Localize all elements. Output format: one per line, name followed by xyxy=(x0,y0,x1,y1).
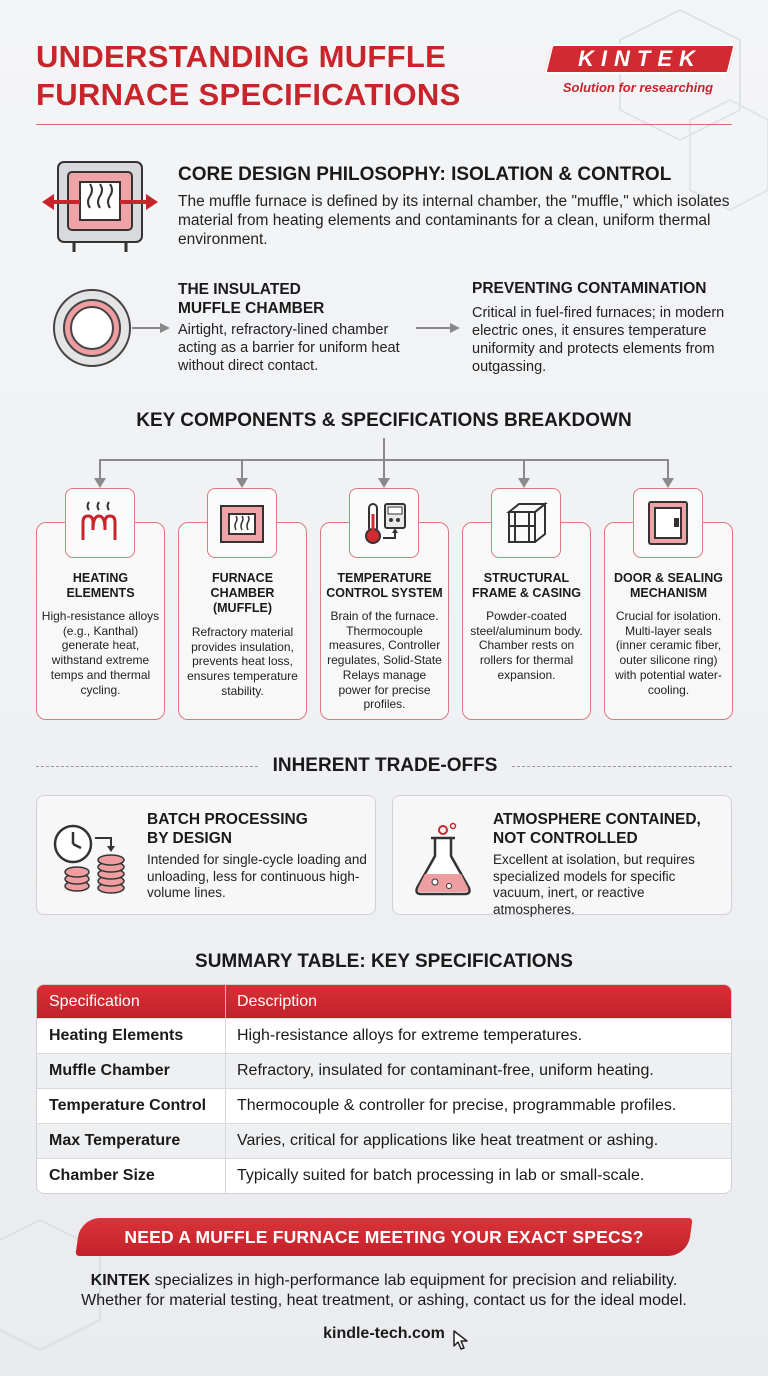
card-title xyxy=(325,571,444,601)
insulated-chamber-title xyxy=(178,280,408,318)
card-title xyxy=(183,571,302,616)
core-design-title: CORE DESIGN PHILOSOPHY: ISOLATION & CONTROL xyxy=(178,164,672,185)
furnace-isolation-icon xyxy=(40,158,160,254)
card-text: High-resistance alloys (e.g., Kanthal) generate heat, withstand extreme temps and thermal cycling. xyxy=(41,609,160,697)
table-header-specification: Specification xyxy=(49,992,140,1010)
divider-dashed-right xyxy=(512,766,732,767)
tradeoff-atmosphere-box xyxy=(392,795,732,915)
preventing-contamination-text: Critical in fuel-fired furnaces; in modern electric ones, it ensures temperature uniformity and protects elements from outgassing. xyxy=(472,305,725,375)
insulated-title-line1: THE INSULATED xyxy=(178,281,301,298)
arrow-right-icon xyxy=(414,318,462,338)
card-text: Brain of the furnace. Thermocouple measures, Controller regulates, Solid-State Relays manage power for precise profiles. xyxy=(327,609,442,712)
table-row xyxy=(37,1123,731,1158)
heating-coil-icon xyxy=(65,488,135,558)
footer-description xyxy=(30,1271,738,1311)
card-title-line2: CHAMBER xyxy=(210,586,275,600)
card-text: Powder-coated steel/aluminum body. Chamber rests on rollers for thermal expansion. xyxy=(470,609,583,682)
table-cell-desc: Refractory, insulated for contaminant-free, uniform heating. xyxy=(237,1062,654,1079)
muffle-chamber-ring-icon xyxy=(48,286,172,370)
card-title xyxy=(467,571,586,601)
batch-text: Intended for single-cycle loading and unloading, less for continuous high-volume lines. xyxy=(147,852,367,900)
table-row xyxy=(37,1018,731,1053)
card-title-line2: CONTROL SYSTEM xyxy=(326,586,443,600)
background-hex-decoration xyxy=(560,0,768,220)
logo-text: KINTEK xyxy=(578,46,702,71)
divider-dashed-left xyxy=(36,766,258,767)
tradeoff-batch-box xyxy=(36,795,376,915)
table-cell-spec: Heating Elements xyxy=(49,1027,184,1044)
table-cell-spec: Chamber Size xyxy=(49,1167,155,1184)
table-header-row xyxy=(37,985,731,1018)
frame-casing-icon xyxy=(491,488,561,558)
page-title xyxy=(36,38,526,114)
card-title-line2: ELEMENTS xyxy=(66,586,135,600)
card-title xyxy=(609,571,728,601)
core-design-text: The muffle furnace is defined by its internal chamber, the "muffle," which isolates material from heating elements and contaminants for a clean, uniform thermal environment. xyxy=(178,193,730,248)
card-text: Refractory material provides insulation, prevents heat loss, ensures temperature stability. xyxy=(187,625,298,698)
table-column-divider xyxy=(225,1124,226,1158)
atmosphere-title xyxy=(493,810,701,848)
table-column-divider xyxy=(225,1019,226,1053)
table-column-divider xyxy=(225,1159,226,1193)
table-column-divider xyxy=(225,1054,226,1088)
card-title-line2: MECHANISM xyxy=(629,586,708,600)
kintek-logo xyxy=(540,44,736,104)
footer-line1 xyxy=(30,1271,738,1291)
table-column-divider xyxy=(225,1089,226,1123)
cursor-pointer-icon xyxy=(452,1329,470,1351)
cta-banner-text[interactable]: NEED A MUFFLE FURNACE MEETING YOUR EXACT SPECS? xyxy=(124,1227,644,1247)
card-title-line3: (MUFFLE) xyxy=(212,601,272,615)
footer-brand: KINTEK xyxy=(90,1272,151,1289)
card-title-line1: STRUCTURAL xyxy=(483,571,570,585)
page-title-line2: FURNACE SPECIFICATIONS xyxy=(36,77,461,112)
components-tree-connector xyxy=(0,438,768,492)
page-title-line1: UNDERSTANDING MUFFLE xyxy=(36,39,447,74)
batch-title-line1: BATCH PROCESSING xyxy=(147,811,308,828)
table-cell-spec: Max Temperature xyxy=(49,1132,181,1149)
preventing-contamination-title: PREVENTING CONTAMINATION xyxy=(472,280,707,297)
furnace-chamber-icon xyxy=(207,488,277,558)
atmosphere-title-line1: ATMOSPHERE CONTAINED, xyxy=(493,811,701,828)
batch-title-line2: BY DESIGN xyxy=(147,830,232,847)
card-title-line1: DOOR & SEALING xyxy=(613,571,724,585)
header-divider xyxy=(36,124,732,125)
table-row xyxy=(37,1053,731,1088)
flask-icon xyxy=(411,822,475,898)
footer-line2: Whether for material testing, heat treatment, or ashing, contact us for the ideal model. xyxy=(81,1292,687,1309)
table-cell-desc: High-resistance alloys for extreme temperatures. xyxy=(237,1027,583,1044)
table-cell-spec: Temperature Control xyxy=(49,1097,207,1114)
components-title: KEY COMPONENTS & SPECIFICATIONS BREAKDOWN xyxy=(136,410,632,431)
table-column-divider xyxy=(225,985,226,1018)
summary-table xyxy=(36,984,732,1194)
clock-stack-icon xyxy=(51,822,133,896)
footer-line1-rest: specializes in high-performance lab equipment for precision and reliability. xyxy=(150,1272,678,1289)
thermometer-controller-icon xyxy=(349,488,419,558)
table-cell-desc: Varies, critical for applications like heat treatment or ashing. xyxy=(237,1132,659,1149)
card-text: Crucial for isolation. Multi-layer seals (inner ceramic fiber, outer silicone ring) with potential water-cooling. xyxy=(615,609,722,697)
card-title xyxy=(41,571,160,601)
insulated-title-line2: MUFFLE CHAMBER xyxy=(178,300,325,317)
card-title-line1: HEATING xyxy=(72,571,129,585)
table-cell-desc: Thermocouple & controller for precise, programmable profiles. xyxy=(237,1097,677,1114)
table-row xyxy=(37,1158,731,1193)
atmosphere-title-line2: NOT CONTROLLED xyxy=(493,830,638,847)
table-row xyxy=(37,1088,731,1123)
table-header-description: Description xyxy=(237,992,318,1010)
card-title-line1: TEMPERATURE xyxy=(337,571,432,585)
atmosphere-text: Excellent at isolation, but requires specialized models for specific vacuum, inert, or reactive atmospheres. xyxy=(493,852,695,917)
table-cell-desc: Typically suited for batch processing in lab or small-scale. xyxy=(237,1167,645,1184)
table-cell-spec: Muffle Chamber xyxy=(49,1062,170,1079)
summary-title: SUMMARY TABLE: KEY SPECIFICATIONS xyxy=(195,951,573,972)
card-title-line2: FRAME & CASING xyxy=(471,586,582,600)
insulated-chamber-text: Airtight, refractory-lined chamber acting as a barrier for uniform heat without direct contact. xyxy=(178,322,400,374)
card-title-line1: FURNACE xyxy=(211,571,274,585)
website-link[interactable]: kindle-tech.com xyxy=(323,1325,445,1342)
logo-tagline: Solution for researching xyxy=(562,80,714,95)
door-seal-icon xyxy=(633,488,703,558)
batch-title xyxy=(147,810,308,848)
tradeoffs-title: INHERENT TRADE-OFFS xyxy=(272,755,498,776)
